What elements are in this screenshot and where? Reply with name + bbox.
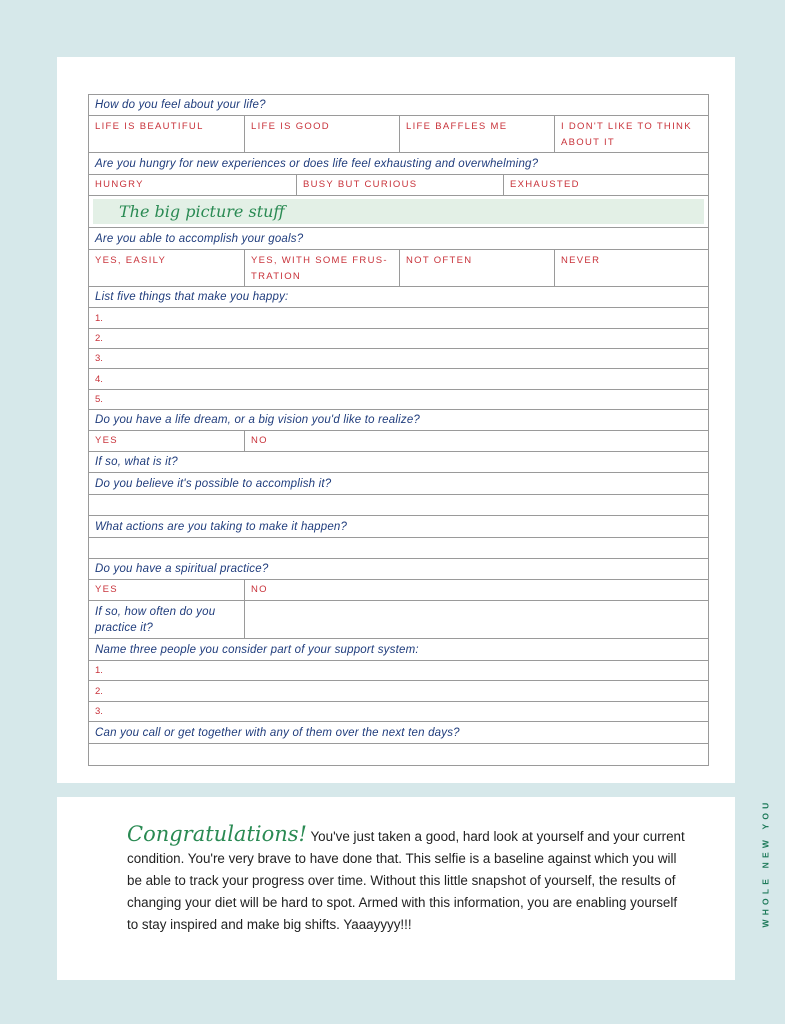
congrats-paragraph — [127, 823, 687, 936]
question-row — [89, 601, 708, 639]
question-call: Can you call or get together with any of them over the next ten days? — [95, 726, 460, 739]
answer-line[interactable] — [89, 538, 708, 559]
option-dont-think[interactable]: I DON'T LIKE TO THINK ABOUT IT — [554, 116, 707, 152]
section-header — [89, 196, 708, 228]
option-spiritual-yes[interactable]: YES — [95, 584, 118, 595]
option-life-good[interactable]: LIFE IS GOOD — [244, 116, 399, 152]
option-not-often[interactable]: NOT OFTEN — [399, 250, 554, 286]
answer-field[interactable] — [89, 538, 708, 558]
question-happy: List five things that make you happy: — [95, 291, 289, 303]
question-row — [89, 559, 708, 580]
question-row — [89, 722, 708, 744]
option-busy-curious[interactable]: BUSY BUT CURIOUS — [296, 175, 503, 195]
congrats-lead: Congratulations! — [127, 822, 307, 846]
question-row — [89, 95, 708, 116]
answer-field[interactable] — [89, 744, 708, 765]
list-item[interactable] — [89, 369, 708, 390]
section-title: The big picture stuff — [93, 199, 704, 224]
congrats-body: You've just taken a good, hard look at yourself and your current condition. You're very brave to have done that. This selfie is a baseline against which you will be able to track your progress over time. Without this little snapshot of yourself, the results of changing your diet will be hard to spot. Armed with this information, you are enabling yourself to stay inspired and make big shifts. Yaaayyyy!!! — [127, 829, 685, 932]
answer-field[interactable] — [244, 601, 708, 638]
option-spiritual-no[interactable]: NO — [244, 580, 708, 600]
question-row — [89, 516, 708, 538]
options-row-goals — [89, 250, 708, 287]
happy-number-4: 4. — [95, 373, 103, 385]
options-row-hungry — [89, 175, 708, 196]
options-row-spiritual — [89, 580, 708, 601]
question-row — [89, 410, 708, 431]
question-believe: Do you believe it's possible to accomplish it? — [95, 477, 332, 490]
question-row — [89, 639, 708, 661]
support-number-1: 1. — [95, 665, 103, 676]
options-row-life — [89, 116, 708, 153]
side-label-text: WHOLE NEW YOU — [761, 797, 771, 928]
list-item[interactable] — [89, 349, 708, 369]
question-row — [89, 452, 708, 473]
question-row — [89, 153, 708, 175]
happy-number-5: 5. — [95, 394, 103, 405]
option-yes-frustration[interactable]: YES, WITH SOME FRUS-TRATION — [244, 250, 399, 286]
support-number-2: 2. — [95, 685, 103, 697]
question-support: Name three people you consider part of your support system: — [95, 643, 419, 656]
list-item[interactable] — [89, 702, 708, 722]
option-exhausted[interactable]: EXHAUSTED — [503, 175, 708, 195]
question-hungry: Are you hungry for new experiences or does life feel exhausting and overwhelming? — [95, 157, 539, 170]
questionnaire-form — [88, 94, 709, 766]
options-row-dream — [89, 431, 708, 452]
list-item[interactable] — [89, 329, 708, 349]
list-item[interactable] — [89, 661, 708, 681]
list-item[interactable] — [89, 681, 708, 702]
question-spiritual: Do you have a spiritual practice? — [95, 563, 269, 575]
answer-line[interactable] — [89, 744, 708, 765]
question-dream: Do you have a life dream, or a big vision you'd like to realize? — [95, 414, 421, 426]
option-hungry[interactable]: HUNGRY — [95, 179, 144, 190]
option-life-beautiful[interactable]: LIFE IS BEAUTIFUL — [95, 121, 204, 132]
question-actions: What actions are you taking to make it happen? — [95, 520, 348, 533]
happy-number-3: 3. — [95, 353, 103, 364]
list-item[interactable] — [89, 308, 708, 329]
question-row — [89, 228, 708, 250]
question-often: If so, how often do you practice it? — [95, 605, 216, 634]
option-never[interactable]: NEVER — [554, 250, 707, 286]
option-life-baffles[interactable]: LIFE BAFFLES ME — [399, 116, 554, 152]
list-item[interactable] — [89, 390, 708, 410]
question-what: If so, what is it? — [95, 456, 178, 468]
question-goals: Are you able to accomplish your goals? — [95, 232, 304, 245]
support-number-3: 3. — [95, 706, 103, 717]
question-row — [89, 287, 708, 308]
option-dream-no[interactable]: NO — [244, 431, 708, 451]
answer-field[interactable] — [89, 495, 708, 515]
option-yes-easily[interactable]: YES, EASILY — [95, 255, 167, 266]
question-row — [89, 473, 708, 495]
side-label — [757, 790, 775, 935]
question-life: How do you feel about your life? — [95, 99, 266, 111]
happy-number-2: 2. — [95, 333, 103, 344]
happy-number-1: 1. — [95, 312, 103, 324]
answer-line[interactable] — [89, 495, 708, 516]
option-dream-yes[interactable]: YES — [95, 435, 118, 446]
